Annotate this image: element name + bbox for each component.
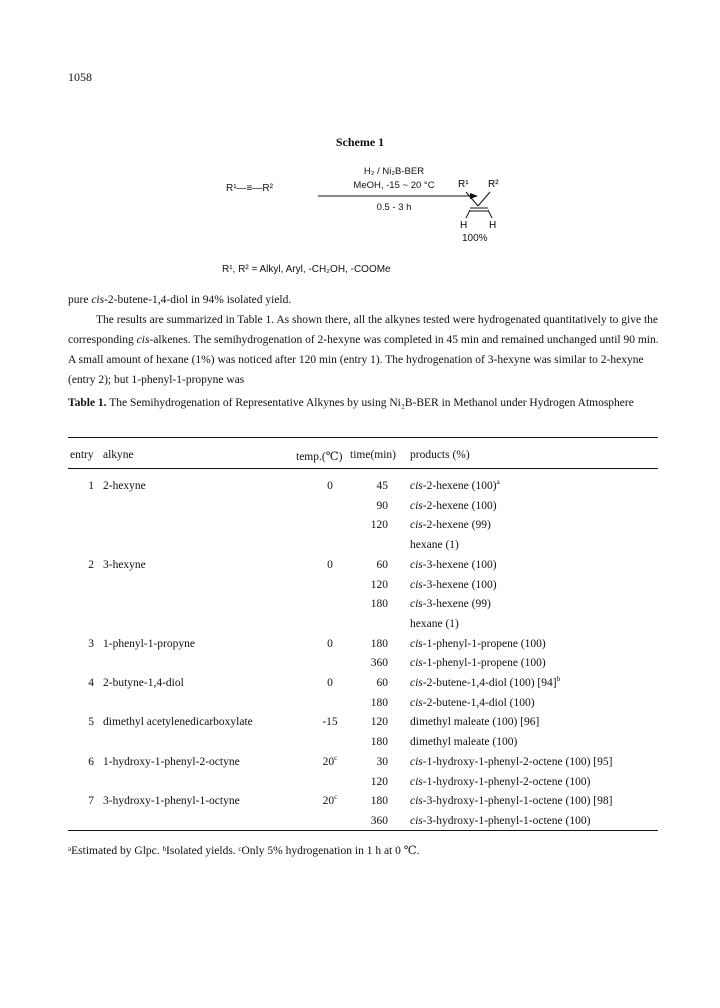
table-cell-temp: -15 bbox=[322, 716, 338, 729]
table-cell-temp: 0 bbox=[327, 480, 333, 492]
header-temp: temp.(℃) bbox=[296, 451, 343, 463]
table-cell-product bbox=[410, 776, 590, 788]
table-cell-product-text: cis-1-phenyl-1-propene (100) bbox=[410, 637, 546, 650]
table-cell-temp-wrap bbox=[322, 792, 338, 808]
table-caption-text: The Semihydrogenation of Representative Alkynes by using Ni₂B-BER in Methanol under Hydrogen Atmosphere bbox=[109, 397, 634, 409]
header-time: time(min) bbox=[350, 449, 396, 461]
table-cell-product bbox=[410, 559, 497, 571]
table-cell-entry: 2 bbox=[88, 558, 94, 571]
scheme-r-definition: R¹, R² = Alkyl, Aryl, -CH₂OH, -COOMe bbox=[222, 264, 391, 275]
table-cell-time: 120 bbox=[370, 519, 388, 532]
table-cell-temp: 0 bbox=[327, 558, 333, 571]
table-cell-alkyne: 3-hexyne bbox=[103, 558, 146, 571]
product-bond-h1 bbox=[466, 210, 470, 218]
table-cell-alkyne: 2-hexyne bbox=[103, 480, 146, 492]
header-entry: entry bbox=[70, 449, 94, 461]
table-cell-product bbox=[410, 716, 539, 728]
table-cell-product-text: cis-2-butene-1,4-diol (100) [94] bbox=[410, 677, 557, 689]
table-cell-time: 180 bbox=[370, 598, 388, 611]
table-cell-time: 45 bbox=[376, 480, 388, 492]
table-cell-product bbox=[410, 598, 491, 610]
table-cell-product-text: cis-2-hexene (99) bbox=[410, 519, 491, 532]
table-cell-product-text: cis-3-hexene (99) bbox=[410, 598, 491, 611]
table-cell-alkyne: 3-hydroxy-1-phenyl-1-octyne bbox=[103, 795, 240, 808]
table-cell-product bbox=[410, 674, 561, 689]
table-cell-temp bbox=[296, 792, 364, 808]
table-cell-product bbox=[410, 795, 612, 807]
header-alkyne: alkyne bbox=[103, 449, 134, 461]
product-label-r2: R² bbox=[488, 179, 499, 190]
table-cell-product-text: cis-3-hydroxy-1-phenyl-1-octene (100) [98] bbox=[410, 795, 613, 808]
table-cell-temp bbox=[296, 752, 364, 768]
table-cell-product-text: hexane (1) bbox=[410, 539, 459, 552]
table-cell-product-text: cis-1-phenyl-1-propene (100) bbox=[410, 657, 546, 670]
scheme-condition-reagent: H₂ / Ni₂B-BER bbox=[363, 166, 425, 177]
table-cell-time: 60 bbox=[376, 558, 388, 571]
table-cell-alkyne: 1-phenyl-1-propyne bbox=[103, 637, 195, 650]
table-cell-time: 90 bbox=[376, 499, 388, 512]
table-cell-product bbox=[410, 618, 459, 630]
table-cell-time: 180 bbox=[370, 696, 388, 709]
table-cell-product bbox=[410, 736, 517, 748]
table-cell-time: 180 bbox=[370, 637, 388, 650]
table-cell-product-text: dimethyl maleate (100) [96] bbox=[410, 716, 540, 729]
table-bottom-rule bbox=[68, 830, 658, 831]
table-cell-entry: 3 bbox=[88, 637, 94, 650]
table-cell-product-mark: b bbox=[556, 674, 561, 684]
table-footnote: ᵃEstimated by Glpc. ᵇIsolated yields. ᶜOnly 5% hydrogenation in 1 h at 0 ℃. bbox=[68, 845, 420, 857]
table-cell-product-text: cis-2-hexene (100) bbox=[410, 499, 497, 512]
table-cell-product-text: cis-2-hexene (100) bbox=[410, 480, 497, 492]
table-cell-product-mark: a bbox=[496, 477, 500, 487]
scheme-condition-time: 0.5 - 3 h bbox=[376, 202, 412, 213]
table-cell-product bbox=[410, 477, 500, 492]
product-bond-h2 bbox=[488, 210, 492, 218]
table-cell-entry: 6 bbox=[88, 755, 94, 768]
table-cell-alkyne: 1-hydroxy-1-phenyl-2-octyne bbox=[103, 755, 240, 768]
table-cell-time: 60 bbox=[376, 677, 388, 689]
paragraph-2: The results are summarized in Table 1. As shown there, all the alkynes tested were hydrogenated quantitatively to give the corresponding cis-alkenes. The semihydrogenation of 2-hexyne was completed in 45 min and remained unchanged until 90 min. A small amount of hexane (1%) was noticed after 120 min (entry 1). The hydrogenation of 3-hexyne was similar to 2-hexyne (entry 2); but 1-phenyl-1-propyne was bbox=[68, 314, 659, 386]
table-cell-entry: 7 bbox=[88, 795, 94, 808]
table-cell-product bbox=[410, 539, 459, 551]
table-cell-alkyne: 2-butyne-1,4-diol bbox=[103, 677, 184, 689]
product-bond-r2 bbox=[478, 192, 490, 206]
product-label-h1: H bbox=[460, 220, 468, 231]
table-cell-product bbox=[410, 697, 535, 709]
table-cell-time: 30 bbox=[376, 755, 388, 768]
table-cell-product bbox=[410, 815, 590, 827]
page-number: 1058 bbox=[68, 70, 92, 84]
table-cell-temp-wrap bbox=[322, 752, 338, 768]
table-cell-product-text: cis-2-butene-1,4-diol (100) bbox=[410, 696, 535, 709]
table-cell-product bbox=[410, 519, 491, 531]
scheme-drawing bbox=[0, 0, 720, 300]
table-cell-alkyne: dimethyl acetylenedicarboxylate bbox=[103, 716, 253, 729]
table-cell-temp-mark: c bbox=[334, 792, 338, 802]
table-cell-product bbox=[410, 579, 497, 591]
table-cell-temp-value: 20 bbox=[322, 755, 335, 768]
paragraph-1: pure cis-2-butene-1,4-diol in 94% isolated yield. bbox=[68, 294, 292, 306]
table-cell-time: 180 bbox=[370, 736, 388, 749]
table-cell-product bbox=[410, 638, 546, 650]
table-cell-temp-value: 20 bbox=[322, 795, 335, 808]
table-caption bbox=[68, 393, 660, 413]
table-cell-entry: 1 bbox=[88, 480, 94, 492]
table-cell-temp: 0 bbox=[327, 677, 333, 689]
table-cell-product-text: cis-1-hydroxy-1-phenyl-2-octene (100) bbox=[410, 775, 591, 788]
product-label-r1: R¹ bbox=[458, 179, 469, 190]
table-cell-product-text: cis-1-hydroxy-1-phenyl-2-octene (100) [95] bbox=[410, 755, 613, 768]
table-cell-product-text: dimethyl maleate (100) bbox=[410, 736, 518, 749]
table-cell-entry: 4 bbox=[88, 677, 94, 689]
table-cell-product-text: hexane (1) bbox=[410, 617, 459, 630]
scheme-yield: 100% bbox=[462, 233, 488, 244]
scheme-title: Scheme 1 bbox=[335, 135, 385, 149]
scheme-condition-solvent: MeOH, -15 ~ 20 °C bbox=[353, 180, 435, 191]
table-cell-product bbox=[410, 500, 497, 512]
table-cell-time: 360 bbox=[370, 657, 388, 670]
table-cell-time: 180 bbox=[370, 795, 388, 808]
product-label-h2: H bbox=[489, 220, 497, 231]
table-cell-product bbox=[410, 756, 612, 768]
table-top-rule bbox=[68, 437, 658, 438]
table-cell-time: 120 bbox=[370, 578, 388, 591]
table-cell-time: 120 bbox=[370, 775, 388, 788]
table-cell-product bbox=[410, 657, 546, 669]
header-products: products (%) bbox=[410, 449, 470, 461]
table-cell-temp: 0 bbox=[327, 637, 333, 650]
table-cell-entry: 5 bbox=[88, 716, 94, 729]
scheme-reactant: R¹—≡—R² bbox=[226, 183, 273, 194]
table-cell-time: 360 bbox=[370, 814, 388, 827]
table-header-rule bbox=[68, 468, 658, 469]
table-cell-product-text: cis-3-hexene (100) bbox=[410, 578, 497, 591]
table-caption-label: Table 1. bbox=[68, 397, 107, 409]
table-cell-temp-mark: c bbox=[334, 752, 338, 762]
table-cell-product-text: cis-3-hydroxy-1-phenyl-1-octene (100) bbox=[410, 814, 591, 827]
table-cell-time: 120 bbox=[370, 716, 388, 729]
table-cell-product-text: cis-3-hexene (100) bbox=[410, 558, 497, 571]
